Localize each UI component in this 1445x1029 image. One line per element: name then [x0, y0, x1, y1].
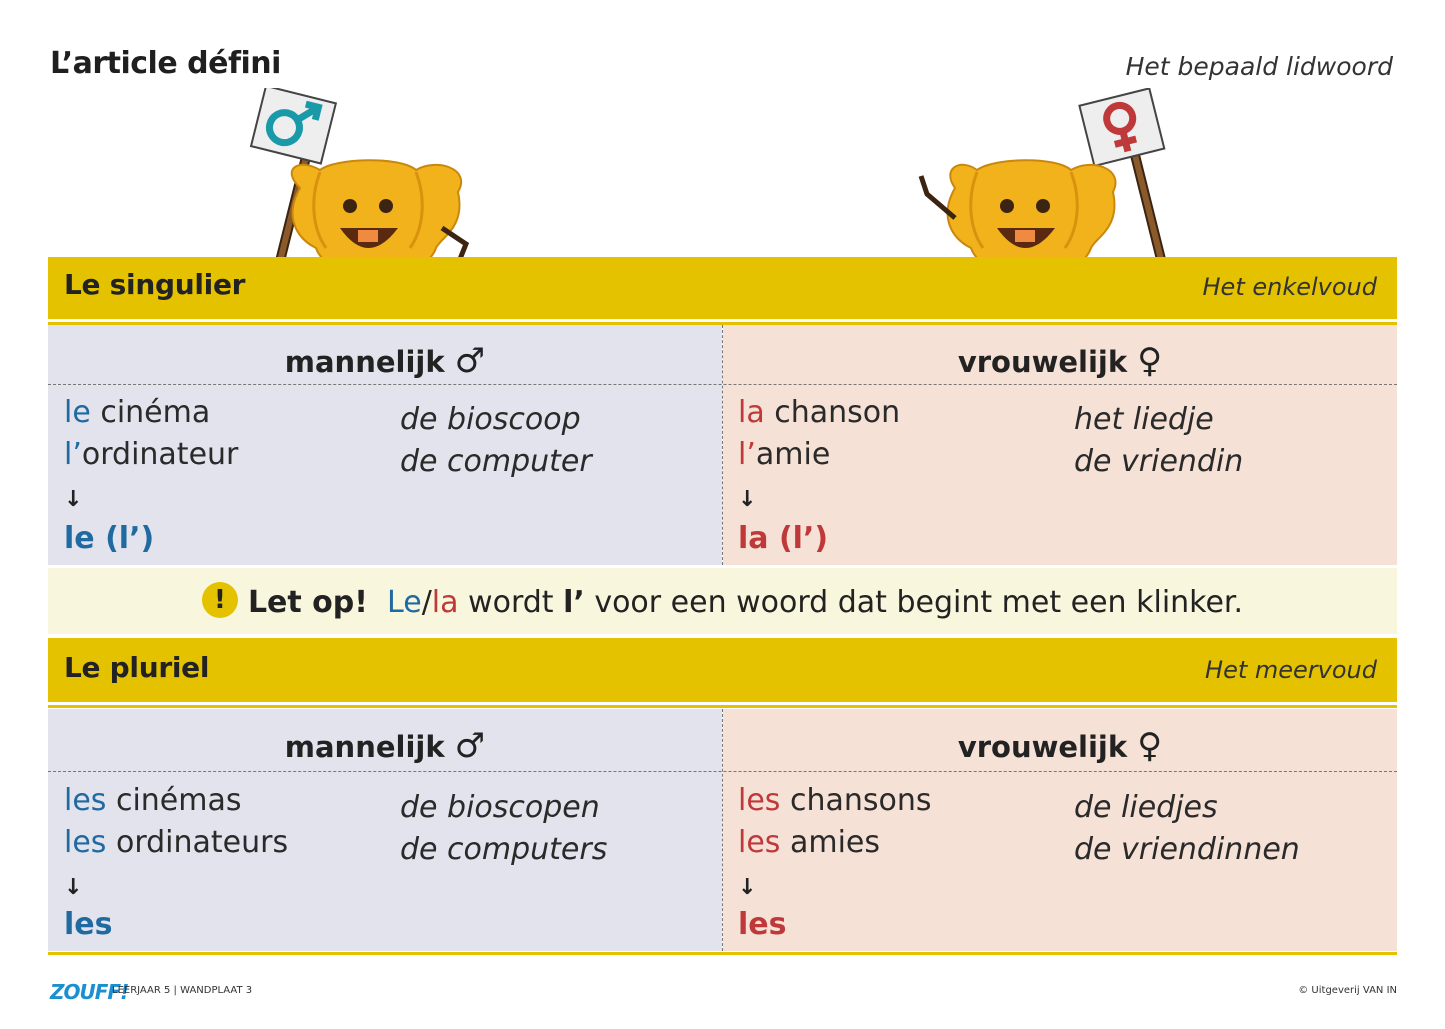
singular-label: Le singulier	[64, 268, 246, 301]
column-divider	[722, 325, 723, 565]
male-symbol-icon: ♂	[454, 726, 486, 766]
word-les-amies: les amies	[738, 825, 880, 860]
footer-course: LEERJAAR 5 | WANDPLAAT 3	[112, 985, 253, 996]
result-les: les	[64, 907, 113, 942]
singular-masculine-panel	[48, 325, 722, 565]
translation-het-liedje: het liedje	[1074, 402, 1214, 437]
arrow-down-icon: ↓	[738, 875, 757, 900]
note-slash: /	[421, 585, 432, 620]
result-les: les	[738, 907, 787, 942]
note-text2: voor een woord dat begint met een klinker.	[584, 585, 1244, 620]
heading-text: mannelijk	[284, 730, 445, 764]
word-les-ordinateurs: les ordinateurs	[64, 825, 289, 860]
heading-text: vrouwelijk	[957, 345, 1128, 379]
translation-de-vriendinnen: de vriendinnen	[1074, 832, 1300, 867]
word-le-cinema: le cinéma	[64, 395, 211, 430]
arrow-down-icon: ↓	[64, 875, 83, 900]
note-la: la	[431, 585, 459, 620]
translation-de-computer: de computer	[400, 444, 592, 479]
plural-label: Le pluriel	[64, 651, 210, 684]
word-lordinateur: l’ordinateur	[64, 437, 239, 472]
female-symbol-icon: ♀	[1137, 341, 1163, 381]
plural-masculine-panel	[48, 709, 722, 951]
plural-masculine-heading	[48, 726, 722, 766]
plural-feminine-panel	[723, 709, 1397, 951]
page-subtitle: Het bepaald lidwoord	[1125, 52, 1393, 81]
column-divider	[722, 709, 723, 951]
heading-text: vrouwelijk	[957, 730, 1128, 764]
male-symbol-icon: ♂	[454, 341, 486, 381]
translation-de-computers: de computers	[400, 832, 608, 867]
page-title: L’article défini	[50, 46, 281, 81]
plural-band	[48, 638, 1397, 702]
singular-masculine-heading	[48, 341, 722, 381]
footer-copyright: © Uitgeverij VAN IN	[1298, 985, 1397, 996]
word-les-chansons: les chansons	[738, 783, 932, 818]
bottom-rule	[48, 952, 1397, 955]
arrow-down-icon: ↓	[738, 487, 757, 512]
translation-de-bioscopen: de bioscopen	[400, 790, 600, 825]
heading-divider	[48, 771, 1397, 772]
arrow-down-icon: ↓	[64, 487, 83, 512]
note-le: Le	[387, 585, 422, 620]
note-bar	[48, 568, 1397, 634]
plural-translation: Het meervoud	[1205, 656, 1377, 684]
singular-band	[48, 257, 1397, 319]
note-bold: l’	[563, 585, 585, 620]
note-text	[48, 582, 1397, 620]
result-le: le (l’)	[64, 521, 155, 556]
word-lamie: l’amie	[738, 437, 831, 472]
female-symbol-icon: ♀	[1137, 726, 1163, 766]
result-la: la (l’)	[738, 521, 829, 556]
translation-de-bioscoop: de bioscoop	[400, 402, 581, 437]
note-text1: wordt	[458, 585, 564, 620]
heading-text: mannelijk	[284, 345, 445, 379]
word-les-cinemas: les cinémas	[64, 783, 242, 818]
translation-de-liedjes: de liedjes	[1074, 790, 1218, 825]
zouff-logo: ZOUFF!	[50, 980, 129, 1004]
divider	[48, 705, 1397, 708]
singular-translation: Het enkelvoud	[1202, 273, 1377, 301]
heading-divider	[48, 384, 1397, 385]
exclamation-icon: !	[202, 582, 238, 618]
singular-feminine-panel	[723, 325, 1397, 565]
word-la-chanson: la chanson	[738, 395, 901, 430]
plural-feminine-heading	[723, 726, 1397, 766]
translation-de-vriendin: de vriendin	[1074, 444, 1244, 479]
note-label: Let op!	[247, 585, 368, 620]
singular-feminine-heading	[723, 341, 1397, 381]
